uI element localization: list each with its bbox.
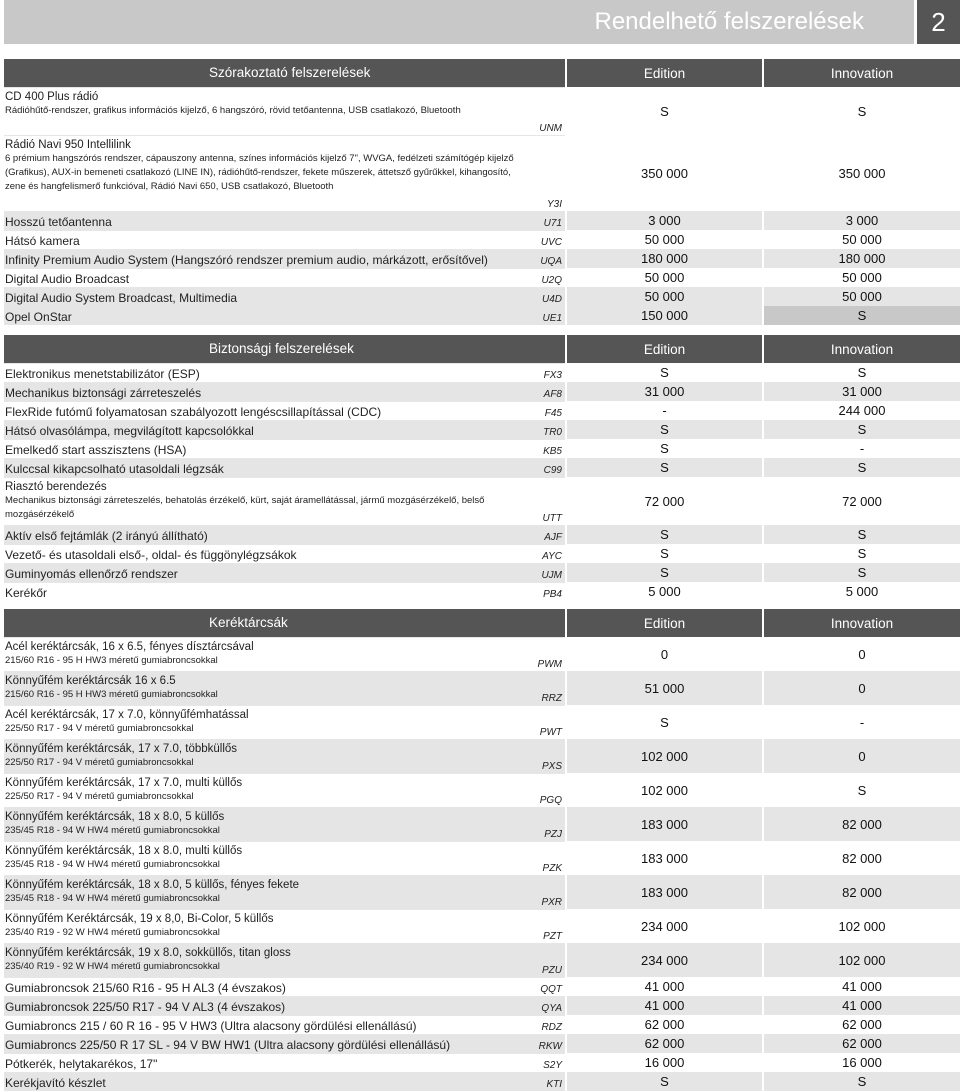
row-description-cell (4, 458, 565, 477)
row-text (5, 1019, 530, 1033)
table-row (4, 739, 960, 773)
price-innovation: S (764, 87, 960, 135)
page-number: 2 (917, 0, 960, 44)
table-row (4, 909, 960, 943)
option-code: PZK (542, 863, 562, 874)
table-row (4, 87, 960, 135)
price-innovation: 0 (764, 637, 960, 671)
table-row (4, 875, 960, 909)
price-edition: 50 000 (567, 287, 762, 306)
price-edition: 72 000 (567, 477, 762, 525)
price-edition: S (567, 363, 762, 382)
option-code: AJF (544, 532, 562, 543)
option-code: RDZ (541, 1022, 562, 1033)
price-edition: 62 000 (567, 1015, 762, 1034)
row-title: Gumiabroncs 215 / 60 R 16 - 95 V HW3 (Ultra alacsony gördülési ellenállású) (5, 1019, 417, 1033)
option-code: QQT (540, 984, 562, 995)
option-code: PXR (541, 897, 562, 908)
row-title: Rádió Navi 950 Intellilink (5, 139, 131, 151)
option-code: UJM (541, 570, 562, 581)
row-description-cell (4, 996, 565, 1015)
price-innovation: S (764, 773, 960, 807)
row-text (5, 253, 530, 267)
price-edition: S (567, 563, 762, 582)
table-row (4, 943, 960, 977)
row-subtitle: 225/50 R17 - 94 V méretű gumiabroncsokkal (5, 757, 194, 768)
price-innovation: 350 000 (764, 135, 960, 211)
table-row (4, 996, 960, 1015)
row-title: Könnyűfém keréktárcsák, 18 x 8.0, 5 küllős, fényes fekete (5, 879, 300, 891)
option-code: PB4 (543, 589, 562, 600)
price-edition: 183 000 (567, 875, 762, 909)
column-header-edition: Edition (567, 609, 762, 637)
row-title: Opel OnStar (5, 310, 72, 324)
row-description-cell (4, 637, 565, 671)
option-code: S2Y (543, 1060, 562, 1071)
price-innovation: 244 000 (764, 401, 960, 420)
option-code: F45 (544, 408, 562, 419)
row-description-cell (4, 211, 565, 230)
price-innovation: 62 000 (764, 1034, 960, 1053)
row-text (5, 310, 530, 324)
section-header (4, 609, 960, 637)
table-row (4, 439, 960, 458)
page-title: Rendelhető felszerelések (594, 8, 864, 35)
column-header-edition: Edition (567, 59, 762, 87)
price-innovation: 16 000 (764, 1053, 960, 1072)
row-title: Kerékőr (5, 586, 48, 600)
price-innovation: 62 000 (764, 1015, 960, 1034)
table-row (4, 773, 960, 807)
row-subtitle: 6 prémium hangszórós rendszer, cápauszony antenna, színes információs kijelző 7", WVGA, fedélzeti számítógép kijelző (Grafikus), AUX-in bemeneti csatlakozó (LINE IN), rádióhűtő-rendszer, fekete műszerek, áttetsző gyűrűkkel, kihangosító, zene és hangfelismerő funkcióval, Rádió Navi 650, USB csatlakozó, Bluetooth (5, 153, 514, 192)
row-description-cell (4, 439, 565, 458)
row-title: Könnyűfém keréktárcsák, 18 x 8.0, 5 küllős (5, 811, 225, 823)
option-code: C99 (543, 465, 562, 476)
table-row (4, 525, 960, 544)
row-description-cell (4, 230, 565, 249)
row-text (5, 138, 530, 194)
table-row (4, 544, 960, 563)
row-description-cell (4, 841, 565, 875)
price-edition: 102 000 (567, 739, 762, 773)
table-row (4, 582, 960, 601)
table-row (4, 477, 960, 525)
row-title: CD 400 Plus rádió (5, 91, 99, 103)
row-text (5, 367, 530, 381)
table-row (4, 637, 960, 671)
option-code: TR0 (543, 427, 562, 438)
row-description-cell (4, 268, 565, 287)
row-description-cell (4, 401, 565, 420)
row-description-cell (4, 87, 565, 135)
price-innovation: 50 000 (764, 230, 960, 249)
section-title: Keréktárcsák (4, 609, 565, 637)
section-header (4, 335, 960, 363)
price-innovation: 50 000 (764, 287, 960, 306)
row-subtitle: Rádióhűtő-rendszer, grafikus információs kijelző, 6 hangszóró, rövid tetőantenna, USB csatlakozó, Bluetooth (5, 105, 461, 116)
option-code: PZT (543, 931, 562, 942)
row-description-cell (4, 977, 565, 996)
row-description-cell (4, 306, 565, 325)
row-subtitle: 235/45 R18 - 94 W HW4 méretű gumiabroncsokkal (5, 825, 220, 836)
price-innovation: 102 000 (764, 943, 960, 977)
price-edition: 234 000 (567, 909, 762, 943)
option-code: PWT (539, 727, 562, 738)
row-text (5, 215, 530, 229)
price-innovation: 41 000 (764, 977, 960, 996)
row-text (5, 912, 530, 940)
row-description-cell (4, 1053, 565, 1072)
price-innovation: 5 000 (764, 582, 960, 601)
row-title: Gumiabroncs 225/50 R 17 SL - 94 V BW HW1 (Ultra alacsony gördülési ellenállású) (5, 1038, 451, 1052)
section-wheels (4, 609, 960, 1091)
row-title: Hátsó kamera (5, 234, 80, 248)
column-header-innovation: Innovation (764, 609, 960, 637)
price-edition: 3 000 (567, 211, 762, 230)
table-row (4, 420, 960, 439)
row-title: Infinity Premium Audio System (Hangszóró rendszer premium audio, márkázott, erősítővel) (5, 253, 488, 267)
row-description-cell (4, 525, 565, 544)
row-subtitle: Mechanikus biztonsági zárreteszelés, behatolás érzékelő, kürt, saját áramellátással, jármű mozgásérzékelő, belső mozgásérzékelő (5, 495, 485, 520)
price-innovation: 50 000 (764, 268, 960, 287)
option-code: UE1 (542, 313, 562, 324)
price-innovation: 3 000 (764, 211, 960, 230)
price-edition: 234 000 (567, 943, 762, 977)
table-row (4, 363, 960, 382)
row-text (5, 1057, 530, 1071)
row-subtitle: 235/40 R19 - 92 W HW4 méretű gumiabroncsokkal (5, 927, 220, 938)
option-code: UQA (540, 256, 562, 267)
row-title: Emelkedő start asszisztens (HSA) (5, 443, 187, 457)
price-innovation: S (764, 563, 960, 582)
table-row (4, 1034, 960, 1053)
option-code: RRZ (541, 693, 562, 704)
option-code: KTI (546, 1079, 562, 1090)
price-innovation: 82 000 (764, 875, 960, 909)
row-subtitle: 225/50 R17 - 94 V méretű gumiabroncsokkal (5, 791, 194, 802)
row-text (5, 776, 530, 804)
price-edition: S (567, 458, 762, 477)
row-text (5, 586, 530, 600)
row-text (5, 640, 530, 668)
row-description-cell (4, 382, 565, 401)
option-code: AF8 (543, 389, 562, 400)
price-edition: 50 000 (567, 268, 762, 287)
row-subtitle: 215/60 R16 - 95 H HW3 méretű gumiabroncsokkal (5, 655, 218, 666)
row-title: Gumiabroncsok 225/50 R17 - 94 V AL3 (4 évszakos) (5, 1000, 286, 1014)
section-title: Szórakoztató felszerelések (4, 59, 565, 87)
price-edition: 41 000 (567, 996, 762, 1015)
column-header-edition: Edition (567, 335, 762, 363)
row-title: Vezető- és utasoldali első-, oldal- és függönylégzsákok (5, 548, 297, 562)
price-edition: 183 000 (567, 807, 762, 841)
row-description-cell (4, 287, 565, 306)
row-title: Guminyomás ellenőrző rendszer (5, 567, 178, 581)
option-code: Y3I (546, 199, 562, 210)
row-title: Könnyűfém keréktárcsák, 17 x 7.0, többküllős (5, 743, 238, 755)
row-title: Könnyűfém Keréktárcsák, 19 x 8,0, Bi-Color, 5 küllős (5, 913, 274, 925)
row-text (5, 529, 530, 543)
row-text (5, 386, 530, 400)
row-description-cell (4, 943, 565, 977)
row-title: Mechanikus biztonsági zárreteszelés (5, 386, 202, 400)
row-description-cell (4, 1072, 565, 1091)
row-description-cell (4, 1015, 565, 1034)
price-innovation: S (764, 306, 960, 325)
option-code: UNM (539, 123, 562, 134)
row-text (5, 272, 530, 286)
option-code: QYA (541, 1003, 562, 1014)
table-row (4, 458, 960, 477)
option-code: FX3 (543, 370, 562, 381)
table-row (4, 230, 960, 249)
row-subtitle: 235/45 R18 - 94 W HW4 méretű gumiabroncsokkal (5, 859, 220, 870)
row-description-cell (4, 807, 565, 841)
table-row (4, 306, 960, 325)
row-subtitle: 215/60 R16 - 95 H HW3 méretű gumiabroncsokkal (5, 689, 218, 700)
price-innovation: - (764, 705, 960, 739)
header-bar (4, 0, 914, 44)
price-innovation: S (764, 525, 960, 544)
price-innovation: 82 000 (764, 807, 960, 841)
option-code: U71 (543, 218, 562, 229)
price-edition: 5 000 (567, 582, 762, 601)
price-edition: 183 000 (567, 841, 762, 875)
row-title: Könnyűfém keréktárcsák, 17 x 7.0, multi küllős (5, 777, 243, 789)
section-title: Biztonsági felszerelések (4, 335, 565, 363)
option-code: RKW (538, 1041, 562, 1052)
price-edition: - (567, 401, 762, 420)
option-code: PWM (537, 659, 562, 670)
row-title: Digital Audio Broadcast (5, 272, 130, 286)
row-description-cell (4, 909, 565, 943)
row-description-cell (4, 582, 565, 601)
price-innovation: 72 000 (764, 477, 960, 525)
row-text (5, 810, 530, 838)
price-edition: 350 000 (567, 135, 762, 211)
row-title: Acél keréktárcsák, 17 x 7.0, könnyűfémhatással (5, 709, 249, 721)
row-description-cell (4, 135, 565, 211)
row-title: Digital Audio System Broadcast, Multimedia (5, 291, 238, 305)
price-innovation: 41 000 (764, 996, 960, 1015)
price-innovation: S (764, 420, 960, 439)
price-innovation: 102 000 (764, 909, 960, 943)
option-code: U2Q (541, 275, 562, 286)
row-text (5, 674, 530, 702)
option-code: PZJ (544, 829, 562, 840)
table-row (4, 1072, 960, 1091)
price-edition: 16 000 (567, 1053, 762, 1072)
option-code: PXS (541, 761, 562, 772)
row-text (5, 90, 530, 118)
table-row (4, 382, 960, 401)
table-row (4, 1053, 960, 1072)
row-subtitle: 235/45 R18 - 94 W HW4 méretű gumiabroncsokkal (5, 893, 220, 904)
column-header-innovation: Innovation (764, 59, 960, 87)
row-text (5, 844, 530, 872)
row-title: Pótkerék, helytakarékos, 17" (5, 1057, 158, 1071)
option-code: UTT (542, 513, 562, 524)
row-text (5, 480, 530, 522)
price-innovation: 180 000 (764, 249, 960, 268)
price-innovation: 31 000 (764, 382, 960, 401)
price-edition: 0 (567, 637, 762, 671)
row-title: Kulccsal kikapcsolható utasoldali légzsák (5, 462, 224, 476)
row-description-cell (4, 544, 565, 563)
price-innovation: S (764, 458, 960, 477)
row-title: Gumiabroncsok 215/60 R16 - 95 H AL3 (4 évszakos) (5, 981, 286, 995)
row-text (5, 981, 530, 995)
price-edition: S (567, 420, 762, 439)
row-text (5, 1038, 530, 1052)
row-description-cell (4, 671, 565, 705)
price-edition: 62 000 (567, 1034, 762, 1053)
table-row (4, 268, 960, 287)
column-header-innovation: Innovation (764, 335, 960, 363)
table-row (4, 1015, 960, 1034)
row-description-cell (4, 875, 565, 909)
row-description-cell (4, 1034, 565, 1053)
price-edition: S (567, 705, 762, 739)
row-text (5, 1000, 530, 1014)
row-title: Hosszú tetőantenna (5, 215, 112, 229)
price-innovation: S (764, 363, 960, 382)
row-subtitle: 225/50 R17 - 94 V méretű gumiabroncsokkal (5, 723, 194, 734)
row-text (5, 443, 530, 457)
price-edition: 51 000 (567, 671, 762, 705)
price-innovation: 82 000 (764, 841, 960, 875)
price-edition: S (567, 525, 762, 544)
option-code: AYC (542, 551, 562, 562)
price-innovation: S (764, 544, 960, 563)
row-text (5, 567, 530, 581)
row-title: Elektronikus menetstabilizátor (ESP) (5, 367, 200, 381)
price-edition: 31 000 (567, 382, 762, 401)
row-description-cell (4, 477, 565, 525)
row-description-cell (4, 363, 565, 382)
row-text (5, 708, 530, 736)
price-edition: 102 000 (567, 773, 762, 807)
table-row (4, 401, 960, 420)
row-description-cell (4, 705, 565, 739)
row-title: Könnyűfém keréktárcsák 16 x 6.5 (5, 675, 176, 687)
price-edition: S (567, 439, 762, 458)
row-text (5, 548, 530, 562)
section-header (4, 59, 960, 87)
row-text (5, 1076, 530, 1090)
row-text (5, 878, 530, 906)
row-title: Acél keréktárcsák, 16 x 6.5, fényes dísztárcsával (5, 641, 254, 653)
row-title: Aktív első fejtámlák (2 irányú állítható) (5, 529, 208, 543)
row-title: Kerékjavító készlet (5, 1076, 106, 1090)
row-title: Könnyűfém keréktárcsák, 19 x 8.0, sokküllős, titan gloss (5, 947, 291, 959)
price-innovation: 0 (764, 739, 960, 773)
row-description-cell (4, 773, 565, 807)
table-row (4, 807, 960, 841)
price-innovation: 0 (764, 671, 960, 705)
table-row (4, 563, 960, 582)
row-text (5, 462, 530, 476)
row-text (5, 291, 530, 305)
row-title: FlexRide futómű folyamatosan szabályozott lengéscsillapítással (CDC) (5, 405, 382, 419)
table-row (4, 977, 960, 996)
option-code: PGQ (539, 795, 562, 806)
price-innovation: - (764, 439, 960, 458)
table-row (4, 705, 960, 739)
option-code: U4D (541, 294, 562, 305)
row-subtitle: 235/40 R19 - 92 W HW4 méretű gumiabroncsokkal (5, 961, 220, 972)
option-code: KB5 (543, 446, 562, 457)
row-text (5, 405, 530, 419)
table-row (4, 287, 960, 306)
section-entertainment (4, 59, 960, 325)
row-text (5, 424, 530, 438)
price-edition: 180 000 (567, 249, 762, 268)
table-row (4, 841, 960, 875)
table-row (4, 211, 960, 230)
row-title: Riasztó berendezés (5, 481, 107, 493)
table-row (4, 135, 960, 211)
price-innovation: S (764, 1072, 960, 1091)
row-description-cell (4, 739, 565, 773)
price-edition: S (567, 544, 762, 563)
section-safety (4, 335, 960, 601)
price-edition: 41 000 (567, 977, 762, 996)
row-title: Hátsó olvasólámpa, megvilágított kapcsolókkal (5, 424, 254, 438)
row-description-cell (4, 563, 565, 582)
row-title: Könnyűfém keréktárcsák, 18 x 8.0, multi küllős (5, 845, 243, 857)
table-row (4, 671, 960, 705)
table-row (4, 249, 960, 268)
row-description-cell (4, 420, 565, 439)
option-code: PZU (542, 965, 562, 976)
price-edition: S (567, 1072, 762, 1091)
row-text (5, 742, 530, 770)
row-description-cell (4, 249, 565, 268)
option-code: UVC (540, 237, 562, 248)
price-edition: S (567, 87, 762, 135)
page-header (0, 0, 960, 44)
row-text (5, 946, 530, 974)
price-edition: 150 000 (567, 306, 762, 325)
price-edition: 50 000 (567, 230, 762, 249)
row-text (5, 234, 530, 248)
